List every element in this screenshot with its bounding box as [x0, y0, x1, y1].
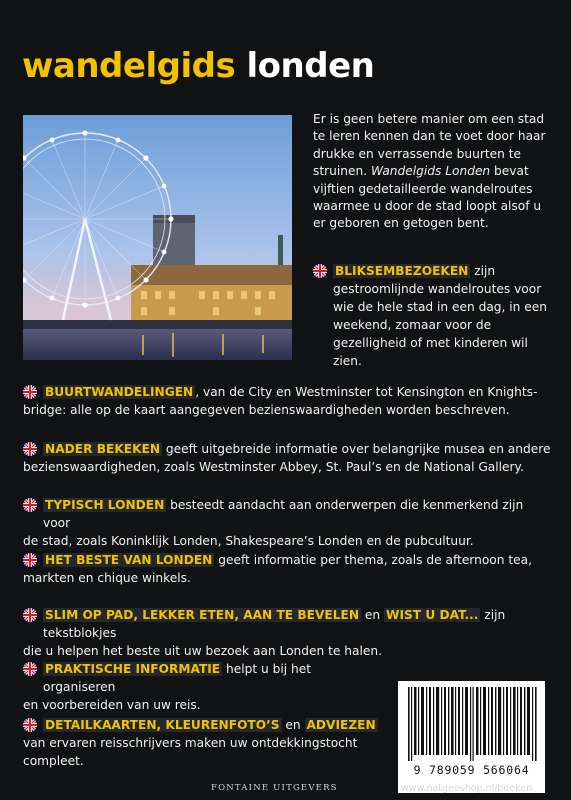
section-highlight-2: ADVIEZEN [306, 718, 376, 732]
union-jack-flag-icon [23, 662, 37, 676]
intro-text-1: Er is geen betere manier om een stad te leren kennen dan te voet door haar drukke en verrassende buurten te struinen. [313, 112, 546, 179]
section-detailkaarten [23, 716, 383, 770]
intro-paragraph [313, 111, 553, 233]
section-mid: en [281, 718, 305, 732]
section-text-2: bridge: alle op de kaart aangegeven bezienswaardigheden worden beschreven. [23, 403, 510, 417]
book-title [22, 46, 374, 86]
section-highlight-1: DETAILKAARTEN, KLEURENFOTO’S [45, 718, 280, 732]
section-bliksembezoeken [313, 262, 549, 370]
section-text-2: bezienswaardigheden, zoals Westminster Abbey, St. Paul’s en de National Gallery. [23, 460, 524, 474]
section-mid: en [361, 608, 385, 622]
section-highlight: BUURTWANDELINGEN [45, 385, 194, 399]
section-typisch-londen [23, 496, 553, 550]
barcode-bars [404, 687, 539, 761]
title-part2: londen [246, 46, 375, 86]
union-jack-flag-icon [23, 718, 37, 732]
section-highlight: HET BESTE VAN LONDEN [45, 553, 213, 567]
intro-book-name: Wandelgids Londen [370, 164, 491, 179]
union-jack-flag-icon [23, 442, 37, 456]
union-jack-flag-icon [313, 264, 327, 278]
section-text-1: , van de City en Westminster tot Kensington en Knights- [195, 385, 538, 399]
section-text-2: die u helpen het beste uit uw bezoek aan Londen te halen. [23, 644, 382, 658]
section-highlight: PRAKTISCHE INFORMATIE [45, 662, 221, 676]
publisher-name: FONTAINE UITGEVERS [211, 783, 338, 793]
section-text-2: de stad, zoals Koninklijk Londen, Shakespeare’s Londen en de pubcultuur. [23, 534, 474, 548]
isbn-barcode [398, 681, 545, 793]
union-jack-flag-icon [23, 498, 37, 512]
section-text-1: zijn tekstblokjes [43, 608, 506, 640]
section-text-1: geeft informatie per thema, zoals de afternoon tea, [214, 553, 532, 567]
section-het-beste-van-londen [23, 551, 553, 587]
section-highlight-1: SLIM OP PAD, LEKKER ETEN, AAN TE BEVELEN [45, 608, 360, 622]
section-buurtwandelingen [23, 383, 553, 419]
section-text-2: en voorbereiden van uw reis. [23, 698, 201, 712]
union-jack-flag-icon [23, 385, 37, 399]
website-url: www.natgeoshop.nl/boeken [401, 783, 533, 794]
section-text: zijn gestroomlijnde wandelroutes voor wie de hele stad in een dag, in een weekend, zomaar voor de gezelligheid of met kinderen wil zien. [333, 264, 547, 368]
section-text-1: besteedt aandacht aan onderwerpen die kenmerkend zijn voor [43, 498, 524, 530]
section-text-3: compleet. [23, 754, 84, 768]
section-text-1: helpt u bij het organiseren [43, 662, 311, 694]
title-part1: wandelgids [22, 46, 236, 86]
section-slim-op-pad [23, 606, 553, 660]
section-highlight: BLIKSEMBEZOEKEN [335, 264, 469, 278]
union-jack-flag-icon [23, 608, 37, 622]
section-highlight-2: WIST U DAT... [386, 608, 479, 622]
section-text-1: geeft uitgebreide informatie over belangrijke musea en andere [162, 442, 551, 456]
section-text-2: markten en chique winkels. [23, 571, 191, 585]
section-text-2: van ervaren reisschrijvers maken uw ontdekkingstocht [23, 736, 358, 750]
section-highlight: NADER BEKEKEN [45, 442, 161, 456]
section-highlight: TYPISCH LONDEN [45, 498, 165, 512]
london-eye-photo [23, 115, 292, 360]
section-praktische-informatie [23, 660, 383, 714]
isbn-number: 9 789059 566064 [413, 763, 530, 777]
section-nader-bekeken [23, 440, 553, 476]
intro-text-2: bevat vijftien gedetailleerde wandelroutes waarmee u door de stad loopt alsof u er geboren en getogen bent. [313, 164, 542, 231]
union-jack-flag-icon [23, 553, 37, 567]
